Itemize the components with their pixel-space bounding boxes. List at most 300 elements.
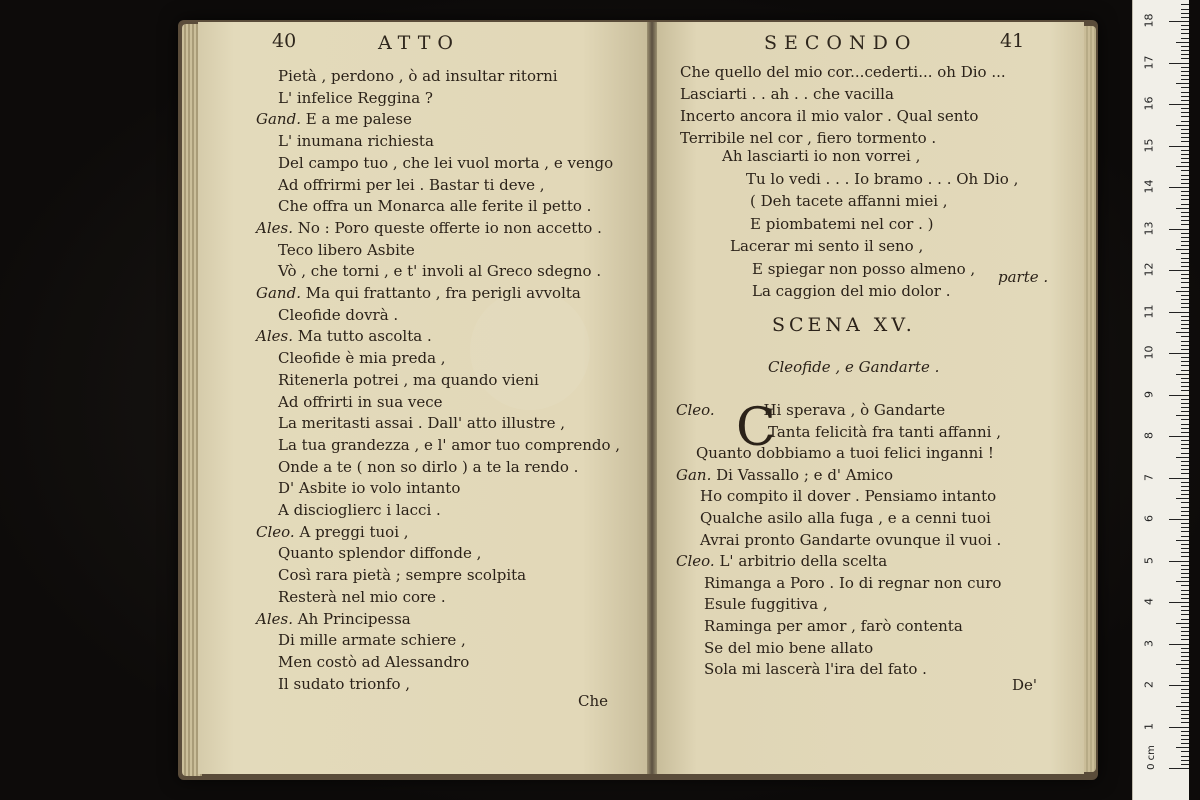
ruler-tick [1181, 490, 1189, 491]
verse-text: Cleofide dovrà . [278, 305, 399, 324]
ruler-tick [1176, 457, 1189, 458]
verse-text: Ah Principessa [297, 609, 411, 628]
ruler-tick [1176, 332, 1189, 333]
ruler-tick [1181, 87, 1189, 88]
verse-line [278, 413, 565, 433]
ruler-tick [1176, 540, 1189, 541]
ruler-tick [1181, 137, 1189, 138]
verse-text: Onde a te ( non so dirlo ) a te la rendo . [278, 457, 579, 476]
ruler-number: 16 [1142, 96, 1156, 111]
ruler-tick [1181, 150, 1189, 151]
scene-characters: Cleofide , e Gandarte . [768, 358, 940, 376]
verse-line [676, 551, 887, 571]
ruler-tick [1181, 382, 1189, 383]
left-catchword: Che [578, 692, 609, 710]
ruler-tick [1181, 307, 1189, 308]
ruler-tick [1181, 677, 1189, 678]
ruler-tick [1181, 224, 1189, 225]
verse-line [704, 616, 963, 636]
ruler-tick [1181, 390, 1189, 391]
verse-line [256, 109, 412, 129]
verse-line: Che quello del mio cor...cederti... oh Dio ... [680, 63, 1006, 81]
ruler-tick [1181, 594, 1189, 595]
ruler-tick [1181, 760, 1189, 761]
ruler-tick [1181, 13, 1189, 14]
ruler-tick [1181, 482, 1189, 483]
ruler-tick [1181, 689, 1189, 690]
ruler-tick [1181, 349, 1189, 350]
verse-line [700, 530, 1001, 550]
ruler-tick [1181, 598, 1189, 599]
verse-line [278, 261, 601, 281]
verse-line [768, 422, 1001, 442]
aria-line: La caggion del mio dolor . [752, 282, 951, 300]
ruler-tick [1181, 577, 1189, 578]
verse-line: Lasciarti . . ah . . che vacilla [680, 85, 894, 103]
aria-line: Ah lasciarti io non vorrei , [722, 147, 921, 165]
ruler-tick [1169, 478, 1189, 479]
ruler-tick [1181, 565, 1189, 566]
verse-text: Sola mi lascerà l'ira del fato . [704, 660, 927, 679]
ruler-tick [1176, 374, 1189, 375]
ruler-tick [1181, 461, 1189, 462]
ruler-tick [1181, 673, 1189, 674]
ruler-tick [1169, 187, 1189, 188]
ruler-tick [1181, 432, 1189, 433]
ruler-tick [1169, 104, 1189, 105]
speaker-label: Cleo. [676, 552, 720, 571]
ruler-tick [1181, 158, 1189, 159]
ruler-tick [1181, 660, 1189, 661]
ruler-tick [1181, 764, 1189, 765]
verse-line [278, 478, 460, 498]
aria-line: E piombatemi nel cor . ) [750, 214, 934, 233]
ruler-tick [1181, 556, 1189, 557]
ruler-tick [1181, 121, 1189, 122]
ruler-tick [1181, 316, 1189, 317]
verse-line [676, 400, 945, 420]
right-page-number: 41 [1000, 30, 1025, 52]
verse-text: Quanto dobbiamo a tuoi felici inganni ! [696, 444, 994, 463]
ruler-tick [1181, 494, 1189, 495]
ruler-number: 6 [1142, 515, 1156, 522]
ruler-tick [1169, 353, 1189, 354]
verse-text: A preggi tuoi , [299, 522, 409, 541]
verse-line [278, 240, 415, 260]
verse-line [700, 508, 991, 528]
ruler-tick [1181, 548, 1189, 549]
ruler-tick [1181, 486, 1189, 487]
library-watermark [470, 290, 590, 410]
ruler-tick [1181, 162, 1189, 163]
ruler-tick [1176, 664, 1189, 665]
ruler-number: 18 [1142, 13, 1156, 28]
ruler-tick [1176, 208, 1189, 209]
ruler-tick [1181, 735, 1189, 736]
ruler-number: 1 [1142, 722, 1156, 730]
ruler-tick [1181, 444, 1189, 445]
ruler-tick [1181, 116, 1189, 117]
ruler-tick [1181, 386, 1189, 387]
ruler-tick [1176, 125, 1189, 126]
verse-line: Incerto ancora il mio valor . Qual sento [680, 107, 979, 125]
ruler-tick [1176, 83, 1189, 84]
ruler-tick [1181, 179, 1189, 180]
ruler-tick [1181, 718, 1189, 719]
ruler-tick [1181, 100, 1189, 101]
ruler-tick [1181, 253, 1189, 254]
verse-text: La tua grandezza , e l' amor tuo comprendo , [278, 435, 621, 454]
ruler-tick [1181, 216, 1189, 217]
ruler-tick [1181, 424, 1189, 425]
ruler-tick [1181, 17, 1189, 18]
ruler-tick [1181, 523, 1189, 524]
ruler-tick [1181, 266, 1189, 267]
ruler-number: 12 [1142, 262, 1156, 277]
verse-line [704, 594, 828, 614]
ruler-tick [1181, 237, 1189, 238]
verse-line [278, 66, 558, 86]
ruler-tick [1181, 610, 1189, 611]
verse-line [278, 565, 526, 585]
ruler-tick [1181, 361, 1189, 362]
ruler-number: 11 [1142, 304, 1156, 318]
ruler-tick [1181, 448, 1189, 449]
ruler-tick [1181, 92, 1189, 93]
ruler-number: 4 [1142, 598, 1156, 605]
verse-text: Cleofide è mia preda , [278, 349, 446, 368]
ruler-number: 13 [1142, 221, 1156, 235]
verse-text: L' infelice Reggina ? [278, 88, 433, 107]
speaker-label: Ales. [256, 609, 298, 628]
verse-text: Ma qui frattanto , fra perigli avvolta [305, 284, 581, 302]
ruler-tick [1181, 75, 1189, 76]
ruler-tick [1181, 204, 1189, 205]
ruler-tick [1181, 50, 1189, 51]
ruler-tick [1169, 685, 1189, 686]
verse-text: La meritasti assai . Dall' atto illustre , [278, 414, 565, 433]
speaker-label: Cleo. [256, 522, 300, 541]
ruler-tick [1181, 756, 1189, 757]
ruler-tick [1169, 63, 1189, 64]
verse-line [278, 630, 466, 650]
verse-line [704, 659, 927, 679]
verse-line [256, 522, 409, 542]
ruler-tick [1181, 96, 1189, 97]
verse-text: Del campo tuo , che lei vuol morta , e vengo [278, 153, 614, 172]
ruler-tick [1181, 743, 1189, 744]
verse-text: E a me palese [305, 110, 412, 129]
ruler-tick [1181, 515, 1189, 516]
ruler-number: 3 [1142, 639, 1156, 647]
drop-cap-letter: C [736, 398, 776, 458]
verse-text: Ho compito il dover . Pensiamo intanto [700, 487, 997, 506]
verse-line [278, 587, 446, 607]
ruler-tick [1181, 191, 1189, 192]
verse-text: Ad offrirmi per lei . Bastar ti deve , [278, 175, 545, 194]
verse-line [256, 609, 411, 629]
ruler-tick [1169, 229, 1189, 230]
ruler-tick [1181, 569, 1189, 570]
ruler-tick [1169, 602, 1189, 603]
verse-text: Di Vassallo ; e d' Amico [716, 465, 894, 484]
ruler-tick [1169, 436, 1189, 437]
speaker-label: Gand. [256, 284, 306, 302]
aria-line: Lacerar mi sento il seno , [730, 237, 924, 255]
ruler-tick [1181, 722, 1189, 723]
ruler-tick [1181, 631, 1189, 632]
verse-text: Ma tutto ascolta . [297, 327, 432, 346]
ruler-tick [1169, 312, 1189, 313]
speaker-label: Ales. [256, 218, 298, 237]
ruler-tick [1181, 278, 1189, 279]
ruler-tick [1181, 38, 1189, 39]
ruler-tick [1181, 46, 1189, 47]
ruler-tick [1181, 54, 1189, 55]
ruler-tick [1181, 453, 1189, 454]
ruler-tick [1181, 536, 1189, 537]
ruler-tick [1169, 146, 1189, 147]
ruler-tick [1181, 573, 1189, 574]
ruler-number: 14 [1142, 179, 1156, 194]
verse-line [278, 652, 469, 672]
verse-line [278, 88, 433, 108]
ruler-tick [1181, 129, 1189, 130]
ruler-number: 8 [1142, 432, 1156, 439]
verse-text: Che offra un Monarca alle ferite il petto . [278, 197, 592, 216]
ruler-tick [1181, 378, 1189, 379]
ruler-tick [1181, 287, 1189, 288]
ruler-tick [1176, 166, 1189, 167]
verse-line [256, 326, 432, 346]
ruler-tick [1169, 395, 1189, 396]
verse-line [676, 465, 893, 485]
ruler-tick [1181, 29, 1189, 30]
book-gutter [647, 22, 657, 774]
left-running-header: ATTO [378, 32, 460, 54]
ruler-tick [1176, 706, 1189, 707]
ruler-tick [1181, 627, 1189, 628]
verse-line [700, 486, 996, 506]
ruler-tick [1181, 212, 1189, 213]
ruler-tick [1181, 175, 1189, 176]
ruler-tick [1169, 519, 1189, 520]
ruler-tick [1181, 154, 1189, 155]
ruler-tick [1169, 561, 1189, 562]
ruler-tick [1181, 220, 1189, 221]
verse-line: Terribile nel cor , fiero tormento . [680, 129, 937, 147]
ruler-tick [1181, 345, 1189, 346]
verse-line [256, 283, 581, 303]
ruler-tick [1181, 407, 1189, 408]
aria-line: Tu lo vedi . . . Io bramo . . . Oh Dio , [746, 169, 1019, 188]
ruler-tick [1181, 4, 1189, 5]
ruler-tick [1176, 415, 1189, 416]
ruler-tick [1181, 365, 1189, 366]
ruler-tick [1181, 714, 1189, 715]
ruler-tick [1181, 79, 1189, 80]
ruler-tick [1181, 320, 1189, 321]
verse-text: Rimanga a Poro . Io di regnar non curo [704, 573, 1002, 592]
ruler-tick [1176, 42, 1189, 43]
ruler-tick [1181, 303, 1189, 304]
verse-line [278, 153, 613, 173]
measuring-ruler [1132, 0, 1189, 800]
aria-line: ( Deh tacete affanni miei , [750, 192, 948, 210]
ruler-tick [1176, 291, 1189, 292]
ruler-tick [1181, 440, 1189, 441]
verse-line [278, 500, 441, 520]
speaker-label: Gand. [256, 110, 306, 129]
ruler-tick [1181, 357, 1189, 358]
verse-text: Tanta felicità fra tanti affanni , [768, 422, 1001, 441]
ruler-tick [1181, 370, 1189, 371]
ruler-tick [1181, 262, 1189, 263]
ruler-tick [1181, 697, 1189, 698]
verse-text: Ritenerla potrei , ma quando vieni [278, 370, 539, 389]
verse-line [278, 370, 539, 390]
ruler-tick [1181, 133, 1189, 134]
ruler-tick [1181, 507, 1189, 508]
verse-text: Resterà nel mio core . [278, 587, 446, 606]
ruler-number: 17 [1142, 55, 1156, 69]
verse-line [704, 638, 873, 658]
verse-line [278, 305, 398, 325]
ruler-tick [1181, 183, 1189, 184]
ruler-tick [1181, 245, 1189, 246]
ruler-tick [1181, 9, 1189, 10]
ruler-tick [1181, 141, 1189, 142]
ruler-number: 5 [1142, 556, 1156, 564]
ruler-tick [1181, 282, 1189, 283]
ruler-tick [1181, 233, 1189, 234]
ruler-tick [1181, 614, 1189, 615]
ruler-tick [1181, 112, 1189, 113]
verse-text: Raminga per amor , farò contenta [704, 617, 963, 635]
left-page-number: 40 [272, 30, 297, 52]
ruler-tick [1181, 336, 1189, 337]
verse-text: Ad offrirti in sua vece [278, 392, 443, 411]
verse-text: No : Poro queste offerte io non accetto . [297, 218, 602, 237]
verse-line [278, 392, 443, 412]
ruler-unit-label: 0 cm [1145, 745, 1157, 770]
verse-text: Se del mio bene allato [704, 638, 874, 657]
right-catchword: De' [1012, 676, 1038, 694]
ruler-tick [1181, 552, 1189, 553]
verse-line [696, 443, 994, 463]
ruler-number: 15 [1142, 138, 1156, 152]
ruler-tick [1181, 702, 1189, 703]
ruler-tick [1181, 531, 1189, 532]
verse-line [278, 196, 591, 216]
ruler-tick [1181, 71, 1189, 72]
ruler-tick [1176, 498, 1189, 499]
ruler-tick [1169, 768, 1189, 769]
speaker-label: Gan. [676, 465, 717, 484]
ruler-tick [1181, 399, 1189, 400]
ruler-tick [1181, 295, 1189, 296]
ruler-tick [1181, 639, 1189, 640]
ruler-number: 9 [1142, 390, 1156, 398]
ruler-tick [1181, 274, 1189, 275]
aria-line: E spiegar non posso almeno , [752, 259, 976, 278]
exit-direction: parte . [998, 268, 1049, 286]
verse-text: Il sudato trionfo , [278, 674, 411, 693]
ruler-tick [1181, 341, 1189, 342]
ruler-tick [1181, 58, 1189, 59]
ruler-tick [1181, 241, 1189, 242]
verse-line [704, 573, 1001, 593]
ruler-tick [1181, 606, 1189, 607]
verse-line [278, 543, 481, 563]
ruler-tick [1181, 544, 1189, 545]
ruler-tick [1181, 751, 1189, 752]
ruler-tick [1169, 270, 1189, 271]
ruler-tick [1181, 170, 1189, 171]
ruler-tick [1181, 473, 1189, 474]
verse-text: Qualche asilo alla fuga , e a cenni tuoi [700, 509, 991, 527]
verse-text: L' inumana richiesta [278, 132, 434, 151]
ruler-tick [1181, 469, 1189, 470]
verse-line [278, 175, 545, 195]
ruler-tick [1181, 328, 1189, 329]
ruler-tick [1181, 527, 1189, 528]
right-running-header: SECONDO [764, 32, 918, 54]
ruler-tick [1181, 33, 1189, 34]
ruler-tick [1181, 739, 1189, 740]
ruler-tick [1181, 590, 1189, 591]
verse-line [278, 674, 410, 694]
ruler-tick [1181, 502, 1189, 503]
speaker-label: Ales. [256, 327, 298, 346]
verse-text: Di mille armate schiere , [278, 631, 466, 650]
ruler-tick [1176, 623, 1189, 624]
verse-line [278, 348, 446, 368]
ruler-tick [1176, 249, 1189, 250]
ruler-tick [1181, 299, 1189, 300]
ruler-tick [1181, 67, 1189, 68]
scene-title: SCENA XV. [772, 314, 916, 336]
verse-line [278, 435, 620, 455]
verse-text: Men costò ad Alessandro [278, 652, 470, 671]
verse-text: Vò , che torni , e t' involi al Greco sdegno . [278, 262, 602, 281]
verse-text: Hi sperava , ò Gandarte [763, 401, 946, 419]
verse-text: Avrai pronto Gandarte ovunque il vuoi . [700, 530, 1002, 549]
verse-text: Così rara pietà ; sempre scolpita [278, 566, 527, 585]
ruler-tick [1181, 419, 1189, 420]
ruler-tick [1181, 108, 1189, 109]
ruler-tick [1181, 403, 1189, 404]
speaker-label: Cleo. [676, 401, 720, 419]
verse-text: Pietà , perdono , ò ad insultar ritorni [278, 67, 558, 85]
verse-text: Quanto splendor diffonde , [278, 544, 482, 563]
ruler-tick [1181, 668, 1189, 669]
ruler-tick [1181, 652, 1189, 653]
ruler-tick [1181, 465, 1189, 466]
ruler-tick [1181, 710, 1189, 711]
ruler-tick [1181, 411, 1189, 412]
ruler-tick [1181, 693, 1189, 694]
ruler-tick [1181, 635, 1189, 636]
page-edges-right [1082, 26, 1096, 772]
ruler-tick [1181, 195, 1189, 196]
verse-text: A discioglierc i lacci . [278, 501, 441, 519]
verse-text: L' arbitrio della scelta [719, 552, 888, 571]
ruler-number: 2 [1142, 681, 1156, 688]
ruler-tick [1181, 681, 1189, 682]
ruler-tick [1181, 199, 1189, 200]
ruler-tick [1181, 25, 1189, 26]
